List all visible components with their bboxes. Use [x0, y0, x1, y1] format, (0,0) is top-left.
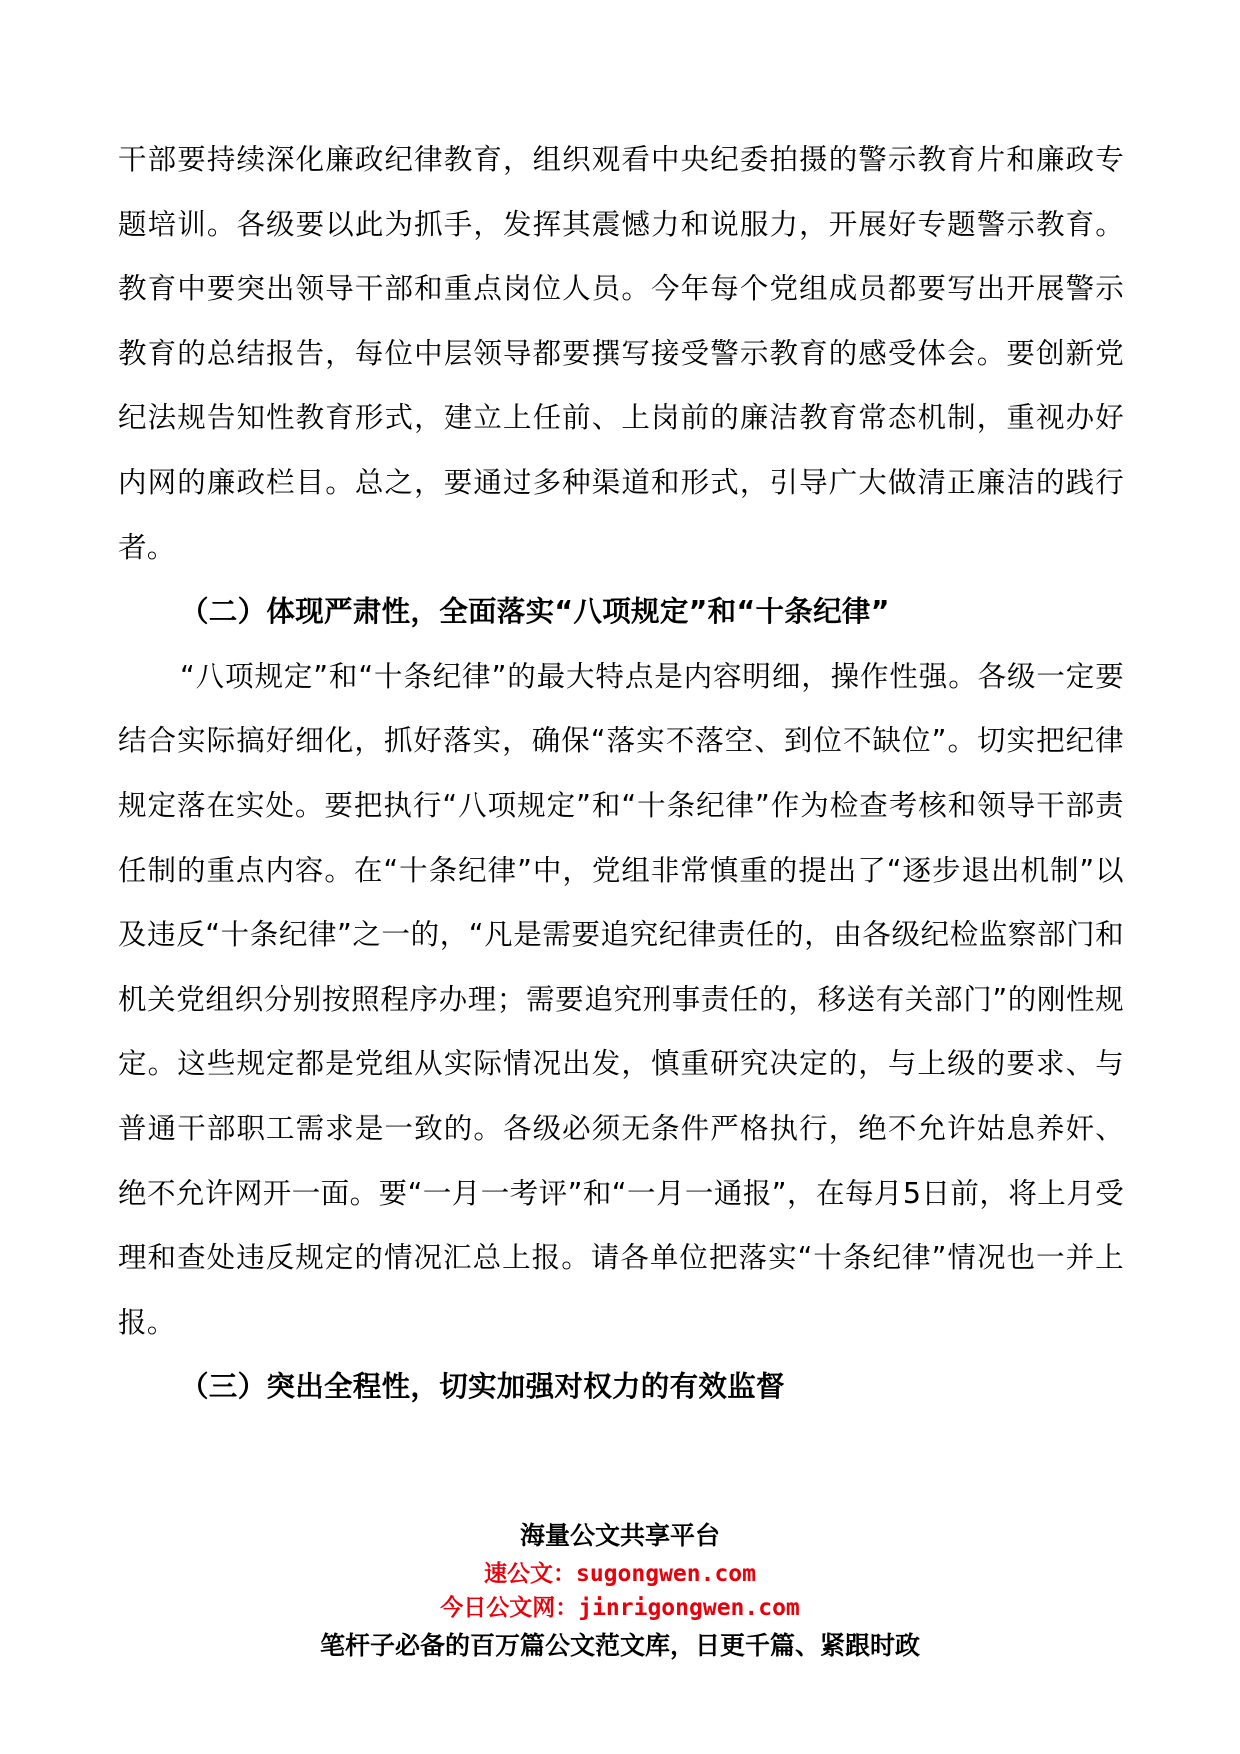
section-heading-3: （三）突出全程性，切实加强对权力的有效监督: [180, 1370, 785, 1404]
footer-site-1[interactable]: [0, 1557, 1240, 1591]
footer-platform: 海量公文共享平台: [519, 1521, 720, 1550]
paragraph-regulations: “八项规定”和“十条纪律”的最大特点是内容明细，操作性强。各级一定要结合实际搞好细化，抓好落实，确保“落实不落空、到位不缺位”。切实把纪律规定落在实处。要把执行“八项规定”和“十条纪律”作为检查考核和领导干部责任制的重点内容。在“十条纪律”中，党组非常慎重的提出了“逐步退出机制”以及违反“十条纪律”之一的，“凡是需要追究纪律责任的，由各级纪检监察部门和机关党组织分别按照程序办理；需要追究刑事责任的，移送有关部门”的刚性规定。这些规定都是党组从实际情况出发，慎重研究决定的，与上级的要求、与普通干部职工需求是一致的。各级必须无条件严格执行，绝不允许姑息养奸、绝不允许网开一面。要“一月一考评”和“一月一通报”，在每月5日前，将上月受理和查处违反规定的情况汇总上报。请各单位把落实“十条纪律”情况也一并上报。: [118, 659, 1124, 1339]
footer-slogan: 笔杆子必备的百万篇公文范文库，日更千篇、紧跟时政: [319, 1631, 920, 1660]
footer-site-2-label: 今日公文网：: [440, 1595, 579, 1621]
footer-watermark: [0, 1515, 1240, 1667]
section-heading-2: （二）体现严肃性，全面落实“八项规定”和“十条纪律”: [180, 595, 890, 629]
footer-site-1-label: 速公文：: [483, 1561, 576, 1587]
document-body: [118, 128, 1124, 1420]
footer-site-2-url[interactable]: jinrigongwen.com: [578, 1595, 800, 1621]
footer-site-2[interactable]: [0, 1591, 1240, 1625]
footer-site-1-url[interactable]: sugongwen.com: [575, 1561, 756, 1587]
paragraph-education: 干部要持续深化廉政纪律教育，组织观看中央纪委拍摄的警示教育片和廉政专题培训。各级要以此为抓手，发挥其震憾力和说服力，开展好专题警示教育。教育中要突出领导干部和重点岗位人员。今年每个党组成员都要写出开展警示教育的总结报告，每位中层领导都要撰写接受警示教育的感受体会。要创新党纪法规告知性教育形式，建立上任前、上岗前的廉洁教育常态机制，重视办好内网的廉政栏目。总之，要通过多种渠道和形式，引导广大做清正廉洁的践行者。: [118, 143, 1124, 564]
